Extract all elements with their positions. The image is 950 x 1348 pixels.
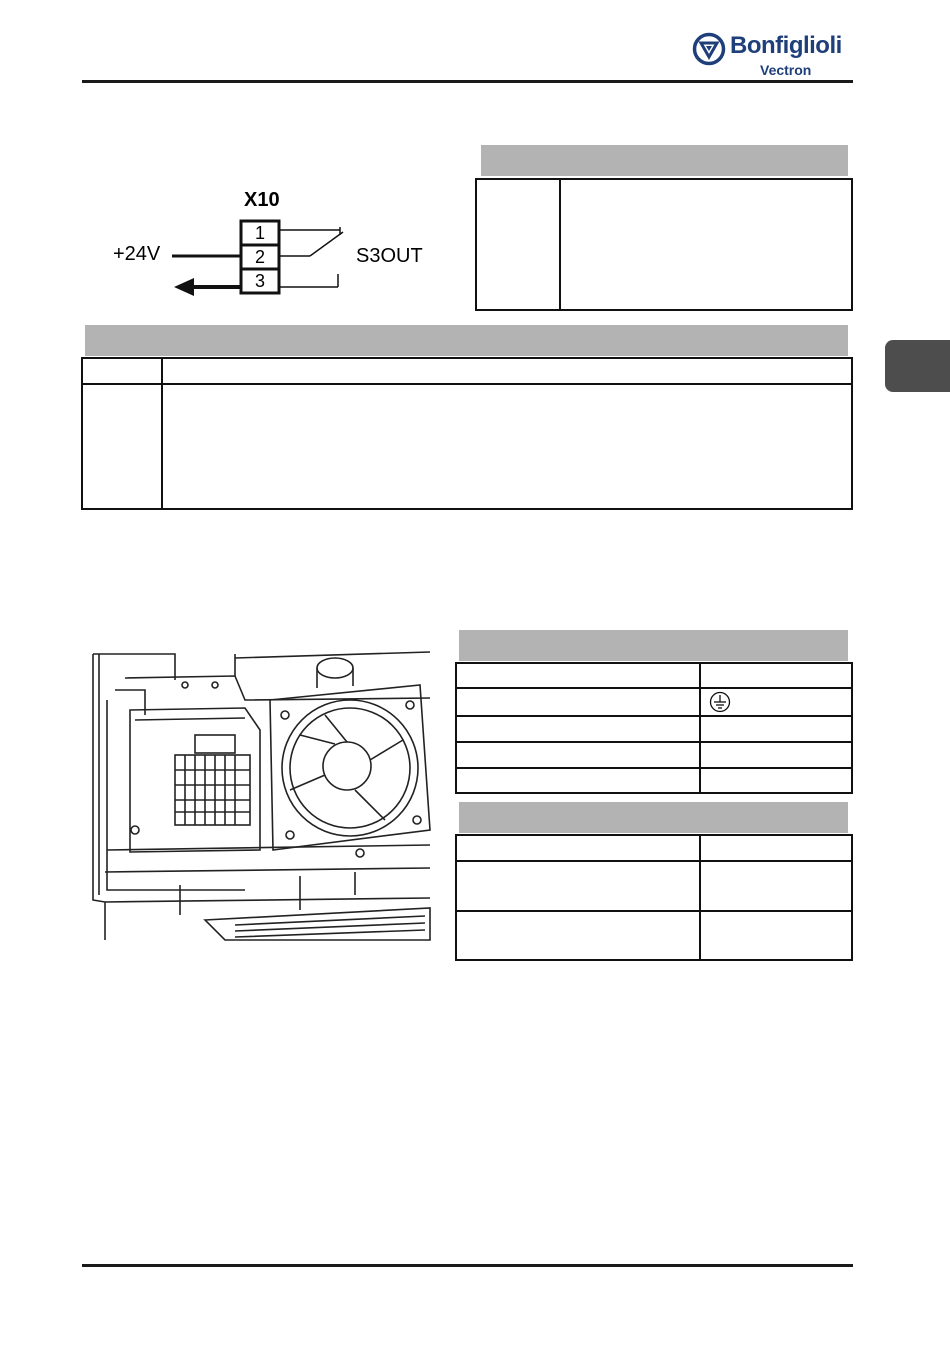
output-label: S3OUT bbox=[356, 245, 423, 267]
table-header-bar bbox=[459, 630, 848, 661]
table-cell bbox=[476, 179, 560, 310]
pin-2-label: 2 bbox=[255, 247, 266, 267]
table-cell bbox=[560, 179, 852, 310]
pin-1-label: 1 bbox=[255, 223, 266, 243]
table-cell bbox=[456, 742, 700, 768]
table-header-bar bbox=[481, 145, 848, 176]
pin-3-label: 3 bbox=[255, 271, 266, 291]
table-cell bbox=[700, 861, 852, 911]
terminal-table-1 bbox=[455, 662, 853, 794]
table-cell bbox=[700, 742, 852, 768]
protective-earth-icon bbox=[709, 691, 735, 713]
table-header-bar bbox=[459, 802, 848, 833]
table-cell bbox=[162, 358, 852, 384]
table-cell bbox=[700, 716, 852, 742]
logo-mark-icon bbox=[692, 32, 726, 66]
terminal-table-2 bbox=[455, 834, 853, 961]
table-cell bbox=[456, 663, 700, 688]
table-cell bbox=[700, 911, 852, 960]
brand-sub-name: Vectron bbox=[760, 62, 812, 78]
table-cell bbox=[82, 358, 162, 384]
table-cell bbox=[456, 911, 700, 960]
header-rule bbox=[82, 80, 853, 83]
table-cell bbox=[700, 663, 852, 688]
supply-label: +24V bbox=[113, 243, 161, 265]
table-cell bbox=[700, 768, 852, 793]
table-cell bbox=[162, 384, 852, 509]
table-cell bbox=[700, 835, 852, 861]
table-cell bbox=[700, 688, 852, 716]
brand-name: Bonfiglioli bbox=[730, 32, 842, 59]
table-cell bbox=[82, 384, 162, 509]
spec-table-wide bbox=[81, 357, 853, 510]
table-cell bbox=[456, 716, 700, 742]
table-header-bar bbox=[85, 325, 848, 356]
footer-rule bbox=[82, 1264, 853, 1267]
connector-label: X10 bbox=[244, 189, 280, 211]
output-arrow-icon bbox=[174, 278, 194, 296]
table-cell bbox=[456, 688, 700, 716]
table-cell bbox=[456, 768, 700, 793]
device-terminal-illustration bbox=[85, 640, 450, 945]
spec-table-top bbox=[475, 178, 853, 311]
table-cell bbox=[456, 861, 700, 911]
chapter-tab bbox=[885, 340, 950, 392]
bonfiglioli-logo bbox=[690, 30, 860, 82]
table-cell bbox=[456, 835, 700, 861]
